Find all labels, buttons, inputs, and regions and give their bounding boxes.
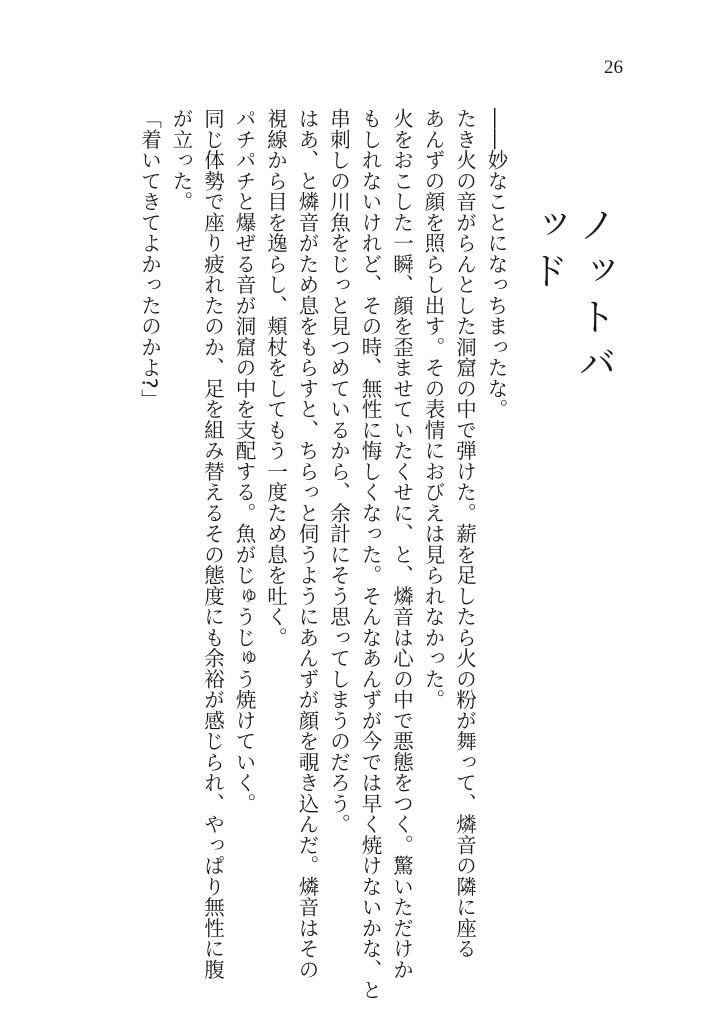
text-line: 「着いてきてよかったのかよ?」 bbox=[137, 108, 162, 410]
text-line: ――妙なことになっちまったな。 bbox=[484, 108, 508, 420]
text-line: あんずの顔を照らし出す。その表情におびえは見られなかった。 bbox=[421, 108, 445, 710]
text-line: 視線から目を逸らし、頬杖をしてもう一度ため息を吐く。 bbox=[263, 108, 288, 648]
text-line: はあ、と燐音がため息をもらすと、ちらっと伺うようにあんずが顔を覗き込んだ。燐音はその bbox=[295, 108, 319, 980]
text-line: たき火の音がらんとした洞窟の中で弾けた。薪を足したら火の粉が舞って、燐音の隣に座る bbox=[452, 108, 477, 959]
text-line: 串刺しの川魚をじっと見つめているから、余計にそう思ってしまうのだろう。 bbox=[326, 108, 351, 835]
text-line: 同じ体勢で座り疲れたのか、足を組み替えるその態度にも余裕が感じられ、やっぱり無性に腹 bbox=[200, 108, 225, 980]
text-line: が立った。 bbox=[169, 108, 193, 212]
text-line: もしれないけれど、その時、無性に悔しくなった。そんなあんずが今では早く焼けないかな、と bbox=[358, 108, 382, 1001]
text-line: パチパチと爆ぜる音が洞窟の中を支配する。魚がじゅうじゅう焼けていく。 bbox=[232, 108, 256, 814]
chapter-title: ノットバッド bbox=[524, 205, 616, 389]
text-line: 火をおこした一瞬、顔を歪ませていたくせに、と、燐音は心の中で悪態をつく。驚いただけか bbox=[389, 108, 414, 980]
body-text bbox=[136, 108, 511, 1001]
page-number: 26 bbox=[604, 57, 623, 78]
